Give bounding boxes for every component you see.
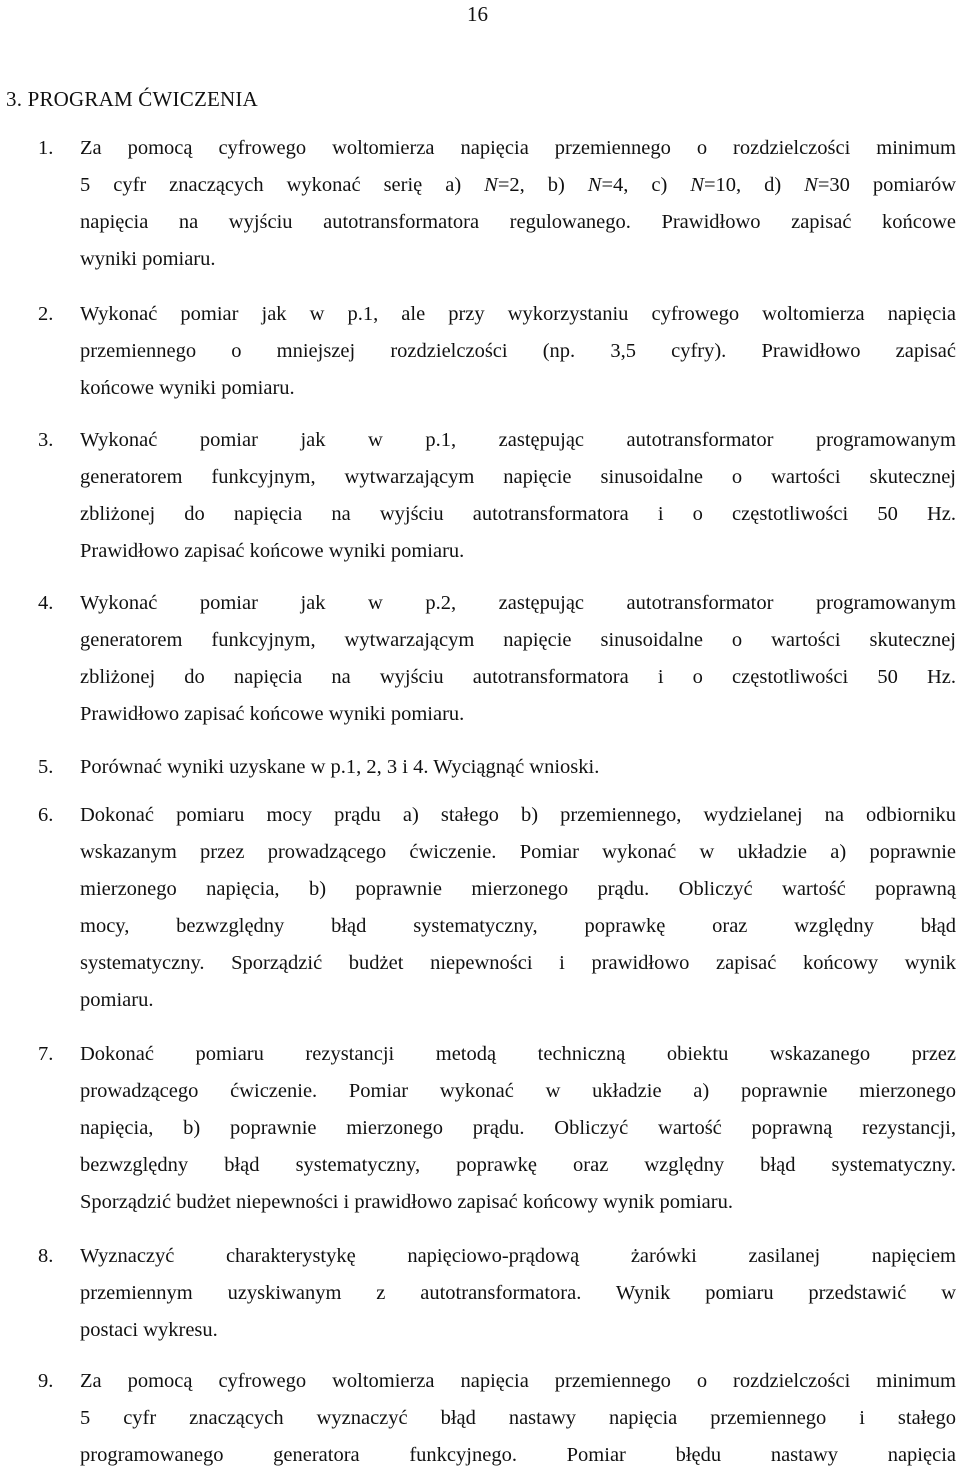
item-number: 1. [38, 137, 54, 159]
item-text-line: Porównać wyniki uzyskane w p.1, 2, 3 i 4. Wyciągnąć wnioski. [80, 756, 600, 778]
item-text-line: mierzonego napięcia, b) poprawnie mierzonego prądu. Obliczyć wartość poprawną [80, 878, 956, 900]
item-text-line: Prawidłowo zapisać końcowe wyniki pomiaru. [80, 703, 465, 725]
item-text-line: Dokonać pomiaru mocy prądu a) stałego b) przemiennego, wydzielanej na odbiorniku [80, 804, 956, 826]
item-text-line: wyniki pomiaru. [80, 248, 216, 270]
item-text-line: bezwzględny błąd systematyczny, poprawkę oraz względny błąd systematyczny. [80, 1154, 956, 1176]
item-number: 2. [38, 303, 54, 325]
item-text-line: 5 cyfr znaczących wyznaczyć błąd nastawy napięcia przemiennego i stałego [80, 1407, 956, 1429]
item-number: 3. [38, 429, 54, 451]
item-text-line: przemiennego o mniejszej rozdzielczości (np. 3,5 cyfry). Prawidłowo zapisać [80, 340, 956, 362]
item-text-line: przemiennym uzyskiwanym z autotransformatora. Wynik pomiaru przedstawić w [80, 1282, 956, 1304]
item-number: 9. [38, 1370, 54, 1392]
section-title: 3. PROGRAM ĆWICZENIA [6, 87, 258, 111]
item-text-line: Sporządzić budżet niepewności i prawidłowo zapisać końcowy wynik pomiaru. [80, 1191, 733, 1213]
item-text-line: końcowe wyniki pomiaru. [80, 377, 295, 399]
item-text-line: wskazanym przez prowadzącego ćwiczenie. Pomiar wykonać w układzie a) poprawnie [80, 841, 956, 863]
page-number: 16 [467, 2, 488, 26]
item-text-line: Wyznaczyć charakterystykę napięciowo-prądową żarówki zasilanej napięciem [80, 1245, 956, 1267]
item-text-line: napięcia na wyjściu autotransformatora regulowanego. Prawidłowo zapisać końcowe [80, 211, 956, 233]
item-number: 7. [38, 1043, 54, 1065]
item-text [80, 1238, 956, 1349]
item-text-line: systematyczny. Sporządzić budżet niepewności i prawidłowo zapisać końcowy wynik [80, 952, 956, 974]
item-text [80, 797, 956, 1019]
item-text-line: Wykonać pomiar jak w p.2, zastępując autotransformator programowanym [80, 592, 956, 614]
item-text [80, 749, 956, 786]
item-text [80, 296, 956, 407]
item-text [80, 1363, 956, 1474]
item-text [80, 1036, 956, 1221]
item-number: 6. [38, 804, 54, 826]
item-text-line: Wykonać pomiar jak w p.1, zastępując autotransformator programowanym [80, 429, 956, 451]
item-text-line: Za pomocą cyfrowego woltomierza napięcia przemiennego o rozdzielczości minimum [80, 1370, 956, 1392]
item-text [80, 585, 956, 733]
item-text-line: Dokonać pomiaru rezystancji metodą techniczną obiektu wskazanego przez [80, 1043, 956, 1065]
item-text-line: mocy, bezwzględny błąd systematyczny, poprawkę oraz względny błąd [80, 915, 956, 937]
item-text-line: generatorem funkcyjnym, wytwarzającym napięcie sinusoidalne o wartości skutecznej [80, 466, 956, 488]
item-text-line: Wykonać pomiar jak w p.1, ale przy wykorzystaniu cyfrowego woltomierza napięcia [80, 303, 956, 325]
item-text [80, 130, 956, 278]
item-text-line: Prawidłowo zapisać końcowe wyniki pomiaru. [80, 540, 465, 562]
item-number: 5. [38, 756, 54, 778]
item-number: 8. [38, 1245, 54, 1267]
item-number: 4. [38, 592, 54, 614]
item-text-line: generatorem funkcyjnym, wytwarzającym napięcie sinusoidalne o wartości skutecznej [80, 629, 956, 651]
item-text-line: prowadzącego ćwiczenie. Pomiar wykonać w układzie a) poprawnie mierzonego [80, 1080, 956, 1102]
item-text-line: 5 cyfr znaczących wykonać serię a) N=2, b) N=4, c) N=10, d) N=30 pomiarów [80, 174, 957, 196]
item-text-line: zbliżonej do napięcia na wyjściu autotransformatora i o częstotliwości 50 Hz. [80, 666, 956, 688]
item-text-line: pomiaru. [80, 989, 154, 1011]
item-text-line: Za pomocą cyfrowego woltomierza napięcia przemiennego o rozdzielczości minimum [80, 137, 956, 159]
item-text-line: napięcia, b) poprawnie mierzonego prądu. Obliczyć wartość poprawną rezystancji, [80, 1117, 956, 1139]
item-text-line: postaci wykresu. [80, 1319, 218, 1341]
item-text-line: zbliżonej do napięcia na wyjściu autotransformatora i o częstotliwości 50 Hz. [80, 503, 956, 525]
item-text [80, 422, 956, 570]
item-text-line: programowanego generatora funkcyjnego. Pomiar błędu nastawy napięcia [80, 1444, 956, 1466]
